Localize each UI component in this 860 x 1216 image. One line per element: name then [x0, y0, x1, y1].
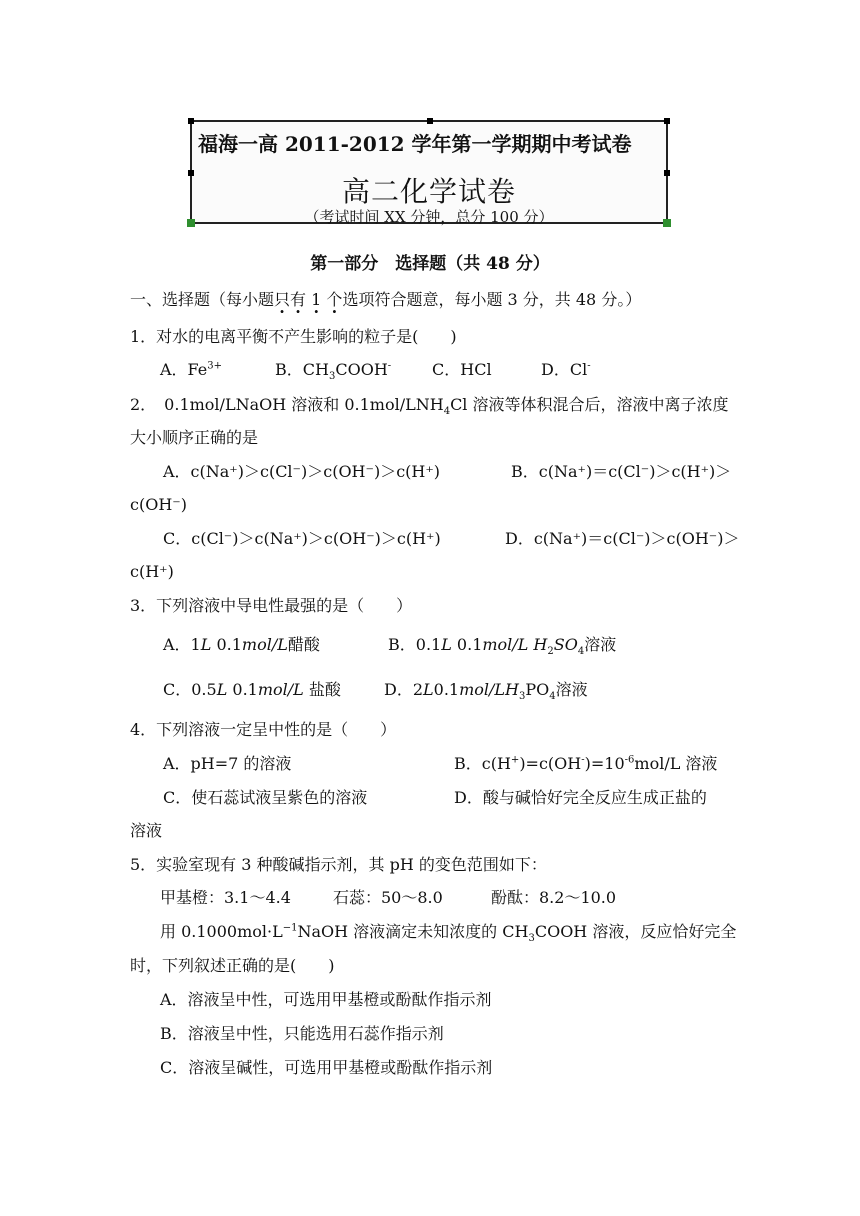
q3-option-c: C．0.5L 0.1mol/L 盐酸	[163, 680, 341, 699]
q5-option-c: C．溶液呈碱性，可选用甲基橙或酚酞作指示剂	[160, 1058, 493, 1077]
exam-title: 高二化学试卷	[341, 175, 516, 208]
q4-option-b: B．$c(H^+)=c(OH^-)=10^{-6}mol/L$ 溶液	[454, 754, 718, 773]
instructions-pre: 一、选择题（每小题	[130, 290, 275, 309]
q5-range-phenolphthalein: 酚酞：8.2～10.0	[491, 888, 617, 907]
q4-stem: 4．下列溶液一定呈中性的是（ ）	[130, 720, 397, 739]
q5-range-methyl-orange: 甲基橙：3.1～4.4	[160, 888, 291, 907]
q4-option-a: A．pH=7 的溶液	[163, 754, 292, 773]
q3-stem: 3．下列溶液中导电性最强的是（ ）	[130, 596, 413, 615]
q2-option-d: D．c(Na⁺)＝c(Cl⁻)＞c(OH⁻)＞	[505, 529, 740, 548]
q4-option-d: D．酸与碱恰好完全反应生成正盐的	[454, 788, 707, 807]
exam-info: （考试时间 XX 分钟，总分 100 分）	[304, 208, 554, 226]
q1-option-d: D．Cl-	[541, 360, 591, 379]
q2-option-b-cont: c(OH⁻)	[130, 495, 187, 514]
exam-header-image	[190, 120, 668, 224]
q5-stem-line4: 时，下列叙述正确的是( )	[130, 956, 335, 975]
emphasis-char: 个	[326, 290, 343, 309]
resize-handle-top-mid[interactable]	[427, 118, 433, 124]
q5-stem-line3: 用 $0.1000mol\cdot L^{-1}NaOH$ 溶液滴定未知浓度的 $CH_3COOH$ 溶液，反应恰好完全	[160, 922, 737, 945]
section-title: 第一部分 选择题（共 48 分）	[310, 254, 550, 274]
q5-option-b: B．溶液呈中性，只能选用石蕊作指示剂	[160, 1024, 444, 1043]
q1-option-b: B．$CH_3COOH^-$	[275, 360, 392, 383]
emphasis-char: 有	[290, 290, 307, 309]
q5-stem: 5．实验室现有 3 种酸碱指示剂，其 pH 的变色范围如下：	[130, 855, 547, 874]
resize-handle-top-right[interactable]	[664, 118, 670, 124]
emphasis-char: 1 ·	[311, 289, 321, 311]
q4-option-d-cont: 溶液	[130, 821, 163, 840]
q2-option-a: A．c(Na⁺)＞c(Cl⁻)＞c(OH⁻)＞c(H⁺)	[163, 462, 441, 481]
emphasis-char: 只	[274, 290, 291, 309]
q2-stem-line1: 2． 0.1mol/LNaOH 溶液和 $0.1mol/LNH_4Cl$ 溶液等体积混合后，溶液中离子浓度	[130, 395, 729, 418]
q2-stem-line2: 大小顺序正确的是	[130, 428, 259, 447]
q3-option-b: B．0.1L 0.1mol/L $H_2SO_4$溶液	[388, 635, 617, 658]
q1-stem: 1．对水的电离平衡不产生影响的粒子是( )	[130, 327, 457, 346]
q2-option-d-cont: c(H⁺)	[130, 562, 174, 581]
q3-option-d: D．$2L0.1mol/LH_3PO_4$溶液	[384, 680, 588, 703]
instructions	[130, 289, 641, 311]
q1-option-a: A．$Fe^{3+}$	[160, 360, 223, 379]
q1-option-c: C．HCl	[432, 360, 492, 379]
q2-option-c: C．c(Cl⁻)＞c(Na⁺)＞c(OH⁻)＞c(H⁺)	[163, 529, 441, 548]
q2-option-b: B．c(Na⁺)＝c(Cl⁻)＞c(H⁺)＞	[511, 462, 732, 481]
q5-range-litmus: 石蕊：50～8.0	[333, 888, 443, 907]
q5-option-a: A．溶液呈中性，可选用甲基橙或酚酞作指示剂	[160, 990, 492, 1009]
resize-handle-top-left[interactable]	[188, 118, 194, 124]
instructions-post: 选项符合题意，每小题 3 分，共 48 分。）	[342, 290, 642, 309]
q3-option-a: A．1L 0.1mol/L醋酸	[163, 635, 320, 654]
school-line: 福海一高 2011-2012 学年第一学期期中考试卷	[198, 132, 632, 156]
q4-option-c: C．使石蕊试液呈紫色的溶液	[163, 788, 368, 807]
